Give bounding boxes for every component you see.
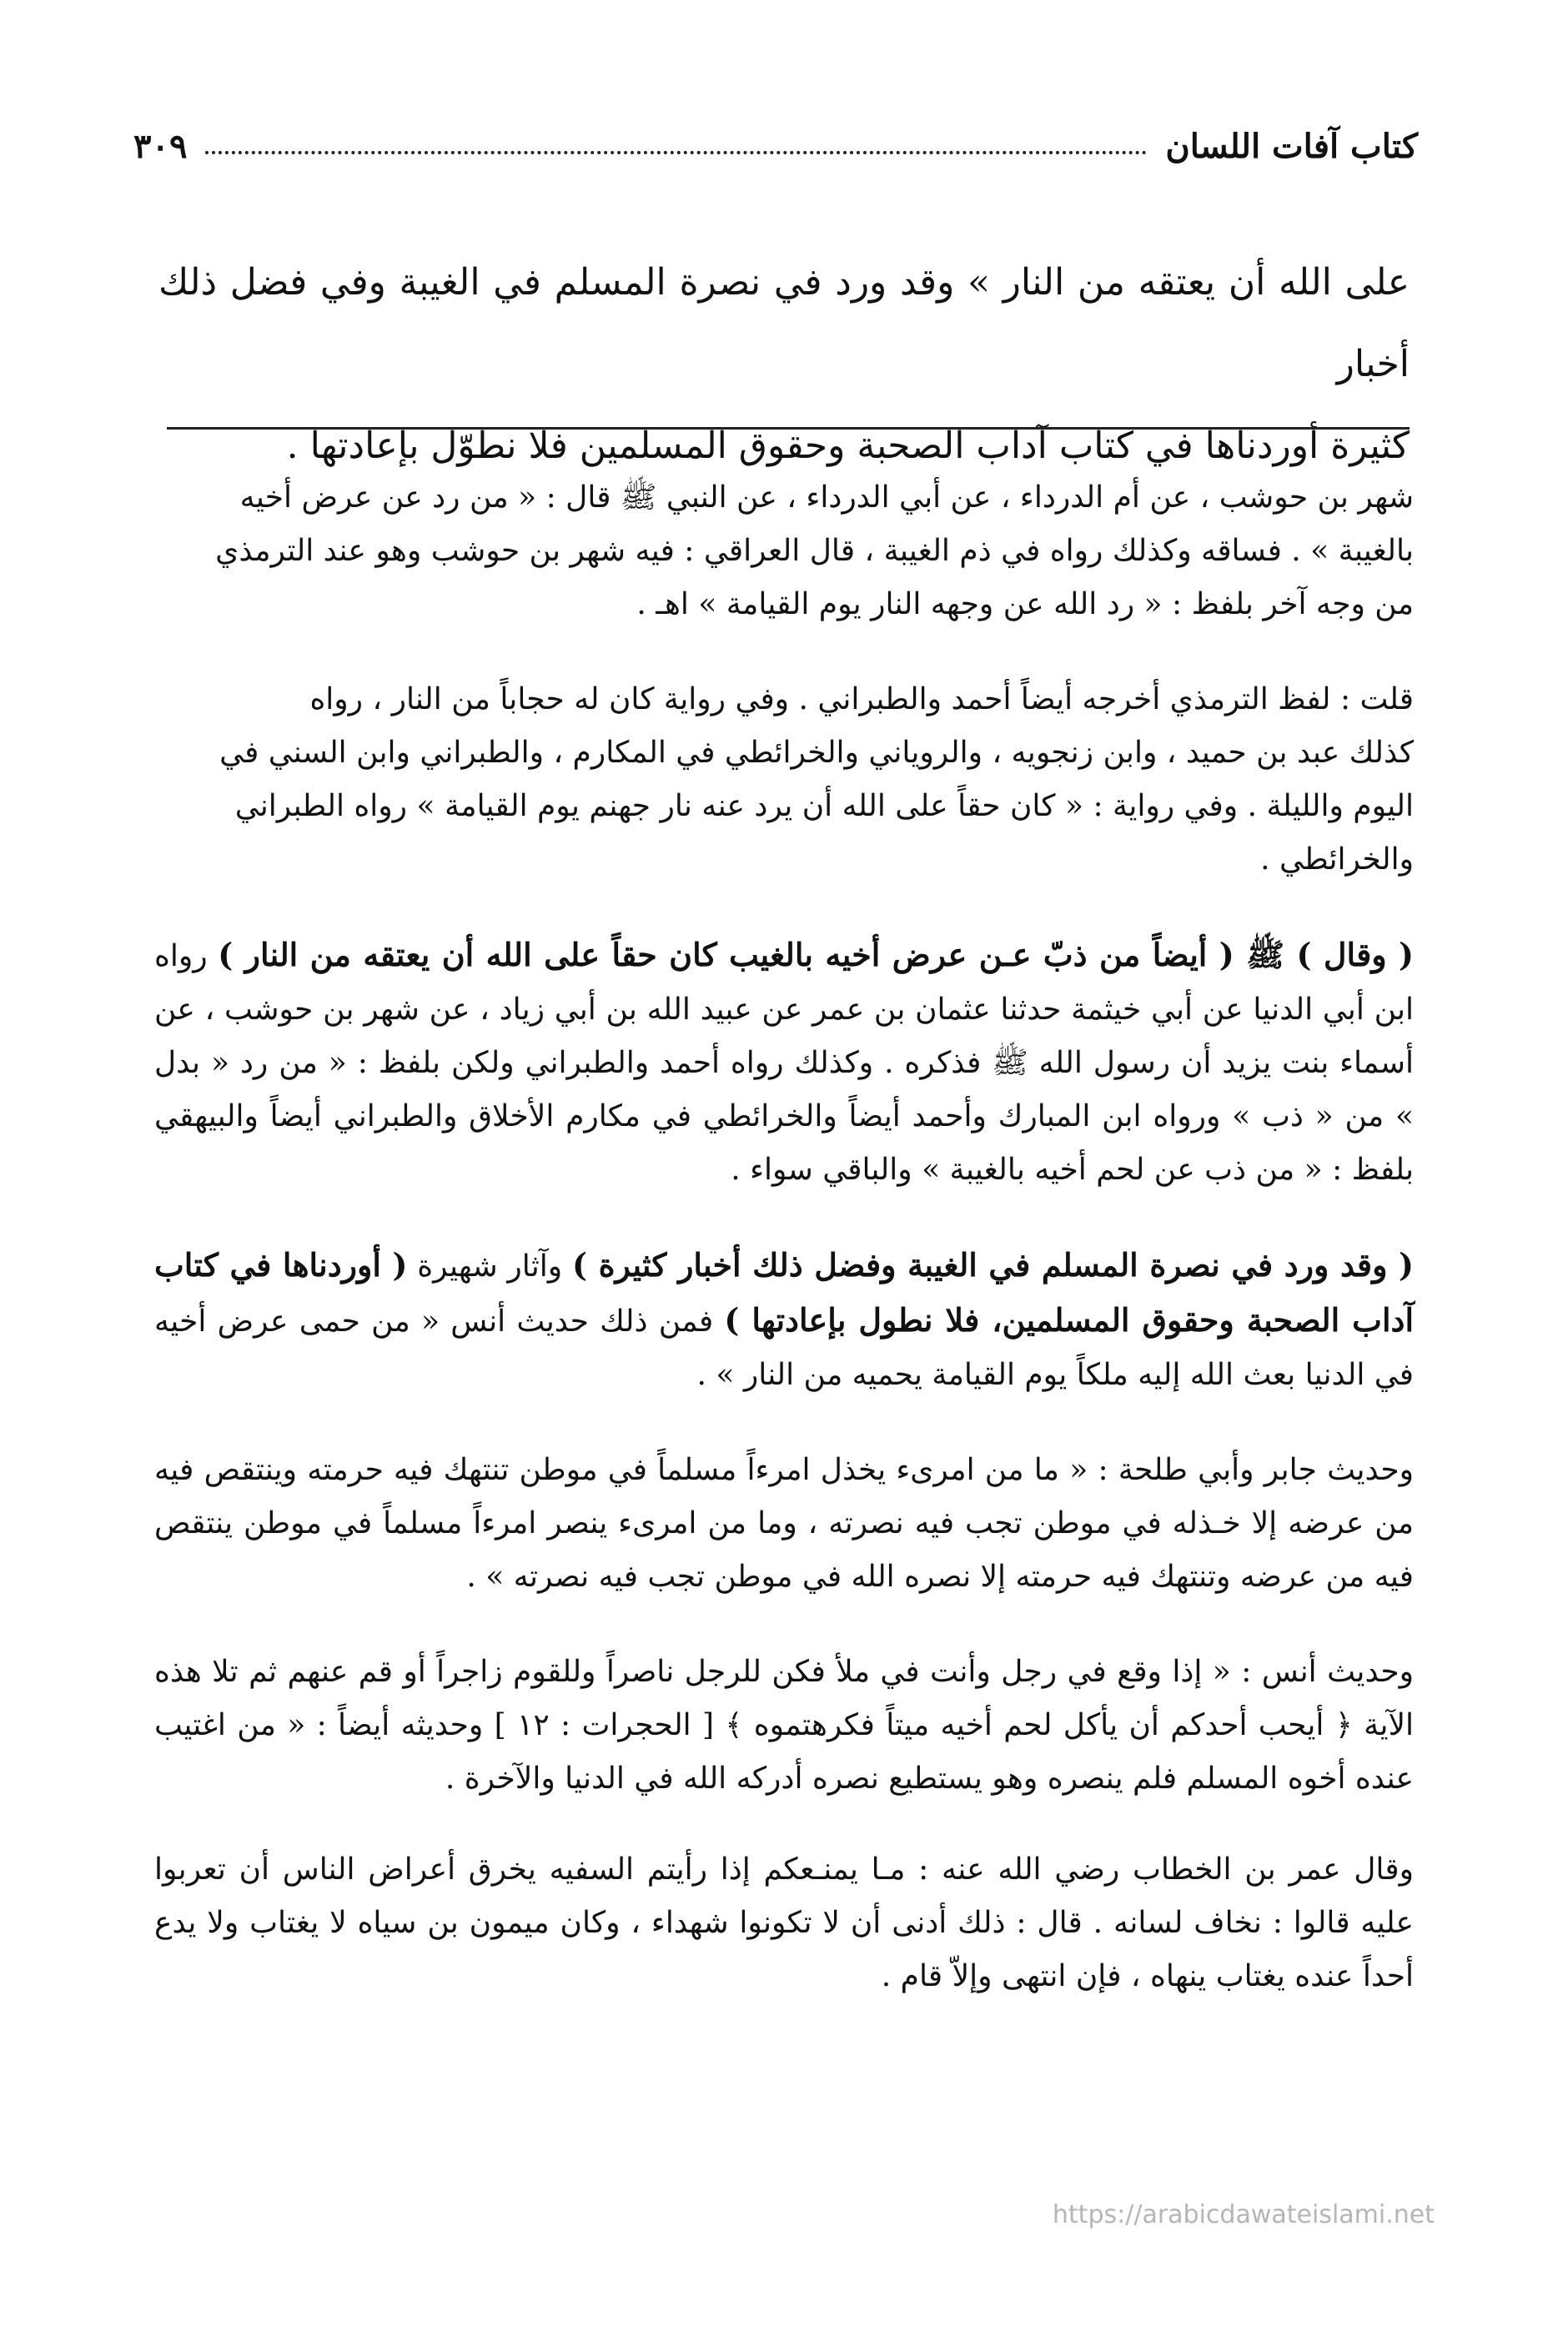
commentary-text-span: فمن ذلك حديث أنس « من حمى عرض أخيه في الدنيا بعث الله إليه ملكاً يوم القيامة يحميه من النار » . (154, 1304, 1414, 1392)
commentary-line: شهر بن حوشب ، عن أم الدرداء ، عن أبي الدرداء ، عن النبي ﷺ قال : « من رد عن عرض أخيه (239, 480, 1414, 515)
commentary-text: وحديث جابر وأبي طلحة : « ما من امرىء يخذل امرءاً مسلماً في موطن تنتهك فيه حرمته وينتقص فيه من عرضه إلا خـذله في موطن تجب فيه نصرته ، وما من امرىء ينصر امرءاً مسلماً في موطن ينتقص فيه من عرضه وتنتهك فيه حرمته إلا نصره الله في موطن تجب فيه نصرته » . (154, 1453, 1414, 1594)
header-dot-leader (205, 151, 1147, 154)
commentary-paragraph (154, 1843, 1414, 2003)
main-text-line: على الله أن يعتقه من النار » وقد ورد في نصرة المسلم في الغيبة وفي فضل ذلك أخبار (158, 261, 1410, 385)
commentary-paragraph (154, 1646, 1414, 1806)
watermark-url: https://arabicdawateislami.net (1052, 2200, 1435, 2229)
commentary-line: من وجه آخر بلفظ : « رد الله عن وجهه النار يوم القيامة » اهـ . (636, 587, 1414, 621)
running-header (133, 121, 1418, 171)
page-number: ٣٠٩ (133, 126, 188, 166)
commentary-paragraph (154, 673, 1414, 887)
quoted-main-text: ( أوردناها في كتاب آداب الصحبة وحقوق المسلمين، فلا نطول بإعادتها ) (154, 1246, 1414, 1339)
commentary-line: قلت : لفظ الترمذي أخرجه أيضاً أحمد والطبراني . وفي رواية كان له حجاباً من النار ، رواه (309, 682, 1414, 716)
commentary-line: اليوم والليلة . وفي رواية : « كان حقاً على الله أن يرد عنه نار جهنم يوم القيامة » رواه الطبراني (234, 789, 1414, 823)
book-title: كتاب آفات اللسان (1165, 126, 1418, 166)
commentary-line: بالغيبة » . فساقه وكذلك رواه في ذم الغيبة ، قال العراقي : فيه شهر بن حوشب وهو عند الترمذي (215, 534, 1414, 568)
commentary-text: وحديث أنس : « إذا وقع في رجل وأنت في ملأ فكن للرجل ناصراً وللقوم زاجراً أو قم عنهم ثم تلا هذه الآية ﴿ أيحب أحدكم أن يأكل لحم أخيه ميتاً فكرهتموه ﴾ [ الحجرات : ١٢ ] وحديثه أيضاً : « من اغتيب عنده أخوه المسلم فلم ينصره وهو يستطيع نصره أدركه الله في الدنيا والآخرة . (154, 1655, 1415, 1796)
quoted-main-text: ( وقال ) ﷺ ( أيضاً من ذبّ عـن عرض أخيه بالغيب كان حقاً على الله أن يعتقه من النار ) (218, 936, 1415, 973)
commentary-paragraph (154, 1239, 1414, 1402)
commentary-line: والخرائطي . (1260, 842, 1414, 877)
commentary-paragraph (154, 1444, 1414, 1604)
section-divider (167, 427, 1410, 430)
quoted-main-text: ( وقد ورد في نصرة المسلم في الغيبة وفضل ذلك أخبار كثيرة ) (572, 1246, 1414, 1284)
commentary-text (154, 928, 1414, 1197)
commentary-text-span: وآثار شهيرة (407, 1249, 572, 1284)
commentary-paragraph (154, 928, 1414, 1197)
commentary-text (154, 1239, 1414, 1402)
main-text-line: كثيرة أوردناها في كتاب آداب الصحبة وحقوق المسلمين فلا نطوّل بإعادتها . (286, 425, 1410, 467)
commentary (154, 471, 1414, 2045)
commentary-line: كذلك عبد بن حميد ، وابن زنجويه ، والروياني والخرائطي في المكارم ، والطبراني وابن السني في (219, 736, 1414, 770)
commentary-text: وقال عمر بن الخطاب رضي الله عنه : مـا يمنـعكم إذا رأيتم السفيه يخرق أعراض الناس أن تعربوا عليه قالوا : نخاف لسانه . قال : ذلك أدنى أن لا تكونوا شهداء ، وكان ميمون بن سياه لا يغتاب ولا يدع أحداً عنده يغتاب ينهاه ، فإن انتهى وإلاّ قام . (154, 1852, 1414, 1993)
main-text (158, 242, 1410, 487)
commentary-text-span: رواه ابن أبي الدنيا عن أبي خيثمة حدثنا عثمان بن عمر عن عبيد الله بن أبي زياد ، عن شهر بن حوشب ، عن أسماء بنت يزيد أن رسول الله ﷺ فذكره . وكذلك رواه أحمد والطبراني ولكن بلفظ : « من رد « بدل » من « ذب » ورواه ابن المبارك وأحمد أيضاً والخرائطي في مكارم الأخلاق والطبراني أيضاً والبيهقي بلفظ : « من ذب عن لحم أخيه بالغيبة » والباقي سواء . (154, 939, 1414, 1187)
commentary-paragraph (154, 471, 1414, 631)
